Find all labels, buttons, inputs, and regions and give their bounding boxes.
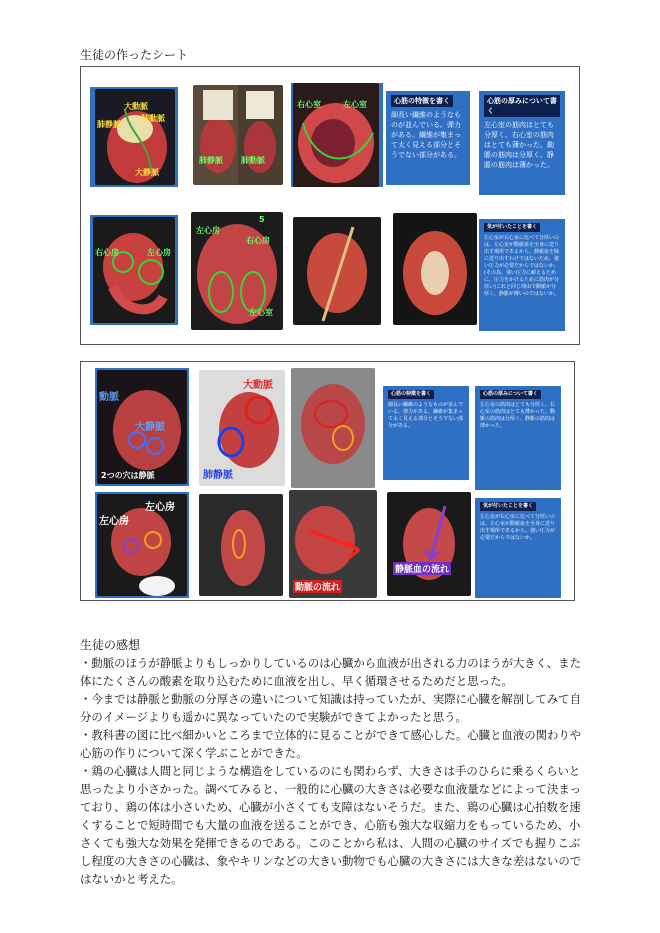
photo-label: 左心房 xyxy=(196,226,220,235)
photo-label: 5 xyxy=(259,215,265,224)
photo-label: 左心房 xyxy=(145,502,175,513)
heart-photo xyxy=(193,85,243,185)
box-heading: 心筋の特徴を書く xyxy=(391,95,453,107)
muscle-features-box xyxy=(386,91,470,185)
photo-label: 静脈血の流れ xyxy=(393,562,451,575)
heart-photo xyxy=(393,213,477,325)
photo-label: 肺静脈 xyxy=(199,156,223,165)
muscle-thickness-box xyxy=(479,91,565,195)
box-heading: 心筋の厚みについて書く xyxy=(480,390,541,399)
sheet-section-title: 生徒の作ったシート xyxy=(80,48,189,62)
observations-box xyxy=(475,498,561,598)
heart-photo xyxy=(238,85,283,185)
box-body: 左心室の筋肉はとても分厚く、右心室の筋肉はとても薄かった。動脈の筋肉は分厚く、静脈の筋肉は薄かった。 xyxy=(480,402,556,429)
photo-label: 肺動脈 xyxy=(241,156,265,165)
box-heading: 気が付いたことを書く xyxy=(480,502,536,511)
photo-label: 大動脈 xyxy=(124,102,148,111)
impression-paragraph: ・鶏の心臓は人間と同じような構造をしているのにも関わらず、大きさは手のひらに乗るくらいと思ったより小さかった。調べてみると、一般的に心臓の大きさは必要な血液量などによって決まっており、鶏の体は小さいため、心臓が小さくても支障はないそうだ。また、鶏の心臓は心拍数を速くすることで短時間でも大量の血液を送ることができ、心筋も強大な収縮力をもっているため、小さくても強大な効果を発揮できるのである。このことから私は、人間の心臓のサイズでも握りこぶし程度の大きさの心臓は、象やキリンなどの大きい動物でも心臓の大きさには大きな差はないのではないかと考えた。 xyxy=(80,764,582,886)
photo-label: 2つの穴は静脈 xyxy=(101,471,155,480)
heart-photo xyxy=(199,494,283,596)
box-body: 左心室の筋肉はとても分厚く、右心室の筋肉はとても薄かった。動脈の筋肉は分厚く、静脈の筋肉は薄かった。 xyxy=(484,121,554,169)
impression-paragraph: ・教科書の図に比べ細かいところまで立体的に見ることができて感心した。心臓と血液の関わりや心筋の作りについて深く学ぶことができた。 xyxy=(80,728,582,760)
photo-label: 肺動脈 xyxy=(141,114,165,123)
box-body: 細長い繊維のようなものが並んでいる。弾力がある。繊維が集まって太く見える部分とそうでない部分がある。 xyxy=(388,402,464,429)
photo-label: 大静脈 xyxy=(135,168,159,177)
photo-label: 右心房 xyxy=(95,248,119,257)
photo-label: 肺静脈 xyxy=(203,470,233,481)
muscle-features-box xyxy=(383,386,469,480)
box-body: 左心室が右心室に比べて分厚いのは、左心室が動脈血を全身に送り出す場所であるから。静脈血を肺に送り出すわけではないため、強い圧力が必要だからではないか。(その為、強い圧力に耐えるために、圧力をかけるために筋肉が分厚い)これと同じ理由で動脈が分厚く、静脈が薄いのではないか。 xyxy=(484,235,560,297)
heart-photo xyxy=(93,217,175,323)
box-heading: 気が付いたことを書く xyxy=(484,223,540,232)
heart-photo xyxy=(387,492,471,596)
student-sheet-1 xyxy=(80,66,580,345)
photo-label: 左心室 xyxy=(249,308,273,317)
heart-photo xyxy=(291,368,375,488)
impression-paragraph: ・今までは静脈と動脈の分厚さの違いについて知識は持っていたが、実際に心臓を解剖してみて自分のイメージよりも遥かに異なっていたので実験ができてよかったと思う。 xyxy=(80,692,581,724)
photo-label: 動脈 xyxy=(99,392,119,403)
photo-label: 左心室 xyxy=(343,100,367,109)
photo-label: 右心室 xyxy=(297,100,321,109)
photo-label: 動脈の流れ xyxy=(293,580,342,593)
box-body: 細長い繊維のようなものが並んでいる。弾力がある。繊維が集まって太く見える部分とそうでない部分がある。 xyxy=(391,111,461,159)
photo-label: 左心房 xyxy=(147,248,171,257)
photo-label: 左心房 xyxy=(99,516,129,527)
box-heading: 心筋の厚みについて書く xyxy=(484,95,560,117)
impressions-title: 生徒の感想 xyxy=(80,638,141,652)
photo-label: 右心房 xyxy=(246,236,270,245)
photo-label: 肺静脈 xyxy=(97,120,121,129)
box-heading: 心筋の特徴を書く xyxy=(388,390,434,399)
student-sheet-2 xyxy=(80,361,575,601)
photo-label: 大静脈 xyxy=(135,422,165,433)
photo-label: 大動脈 xyxy=(243,380,273,391)
impression-paragraph: ・動脈のほうが静脈よりもしっかりしているのは心臓から血液が出される力のほうが大きく、また体にたくさんの酸素を取り込むために血液を出し、早く循環させるためだと思った。 xyxy=(80,656,581,688)
heart-photo xyxy=(293,217,381,325)
observations-box xyxy=(479,219,565,331)
muscle-thickness-box xyxy=(475,386,561,490)
box-body: 左心室が右心室に比べて分厚いのは、左心室が動脈血を全身に送り出す場所であるから。強い圧力が必要だからではないか。 xyxy=(480,514,556,541)
